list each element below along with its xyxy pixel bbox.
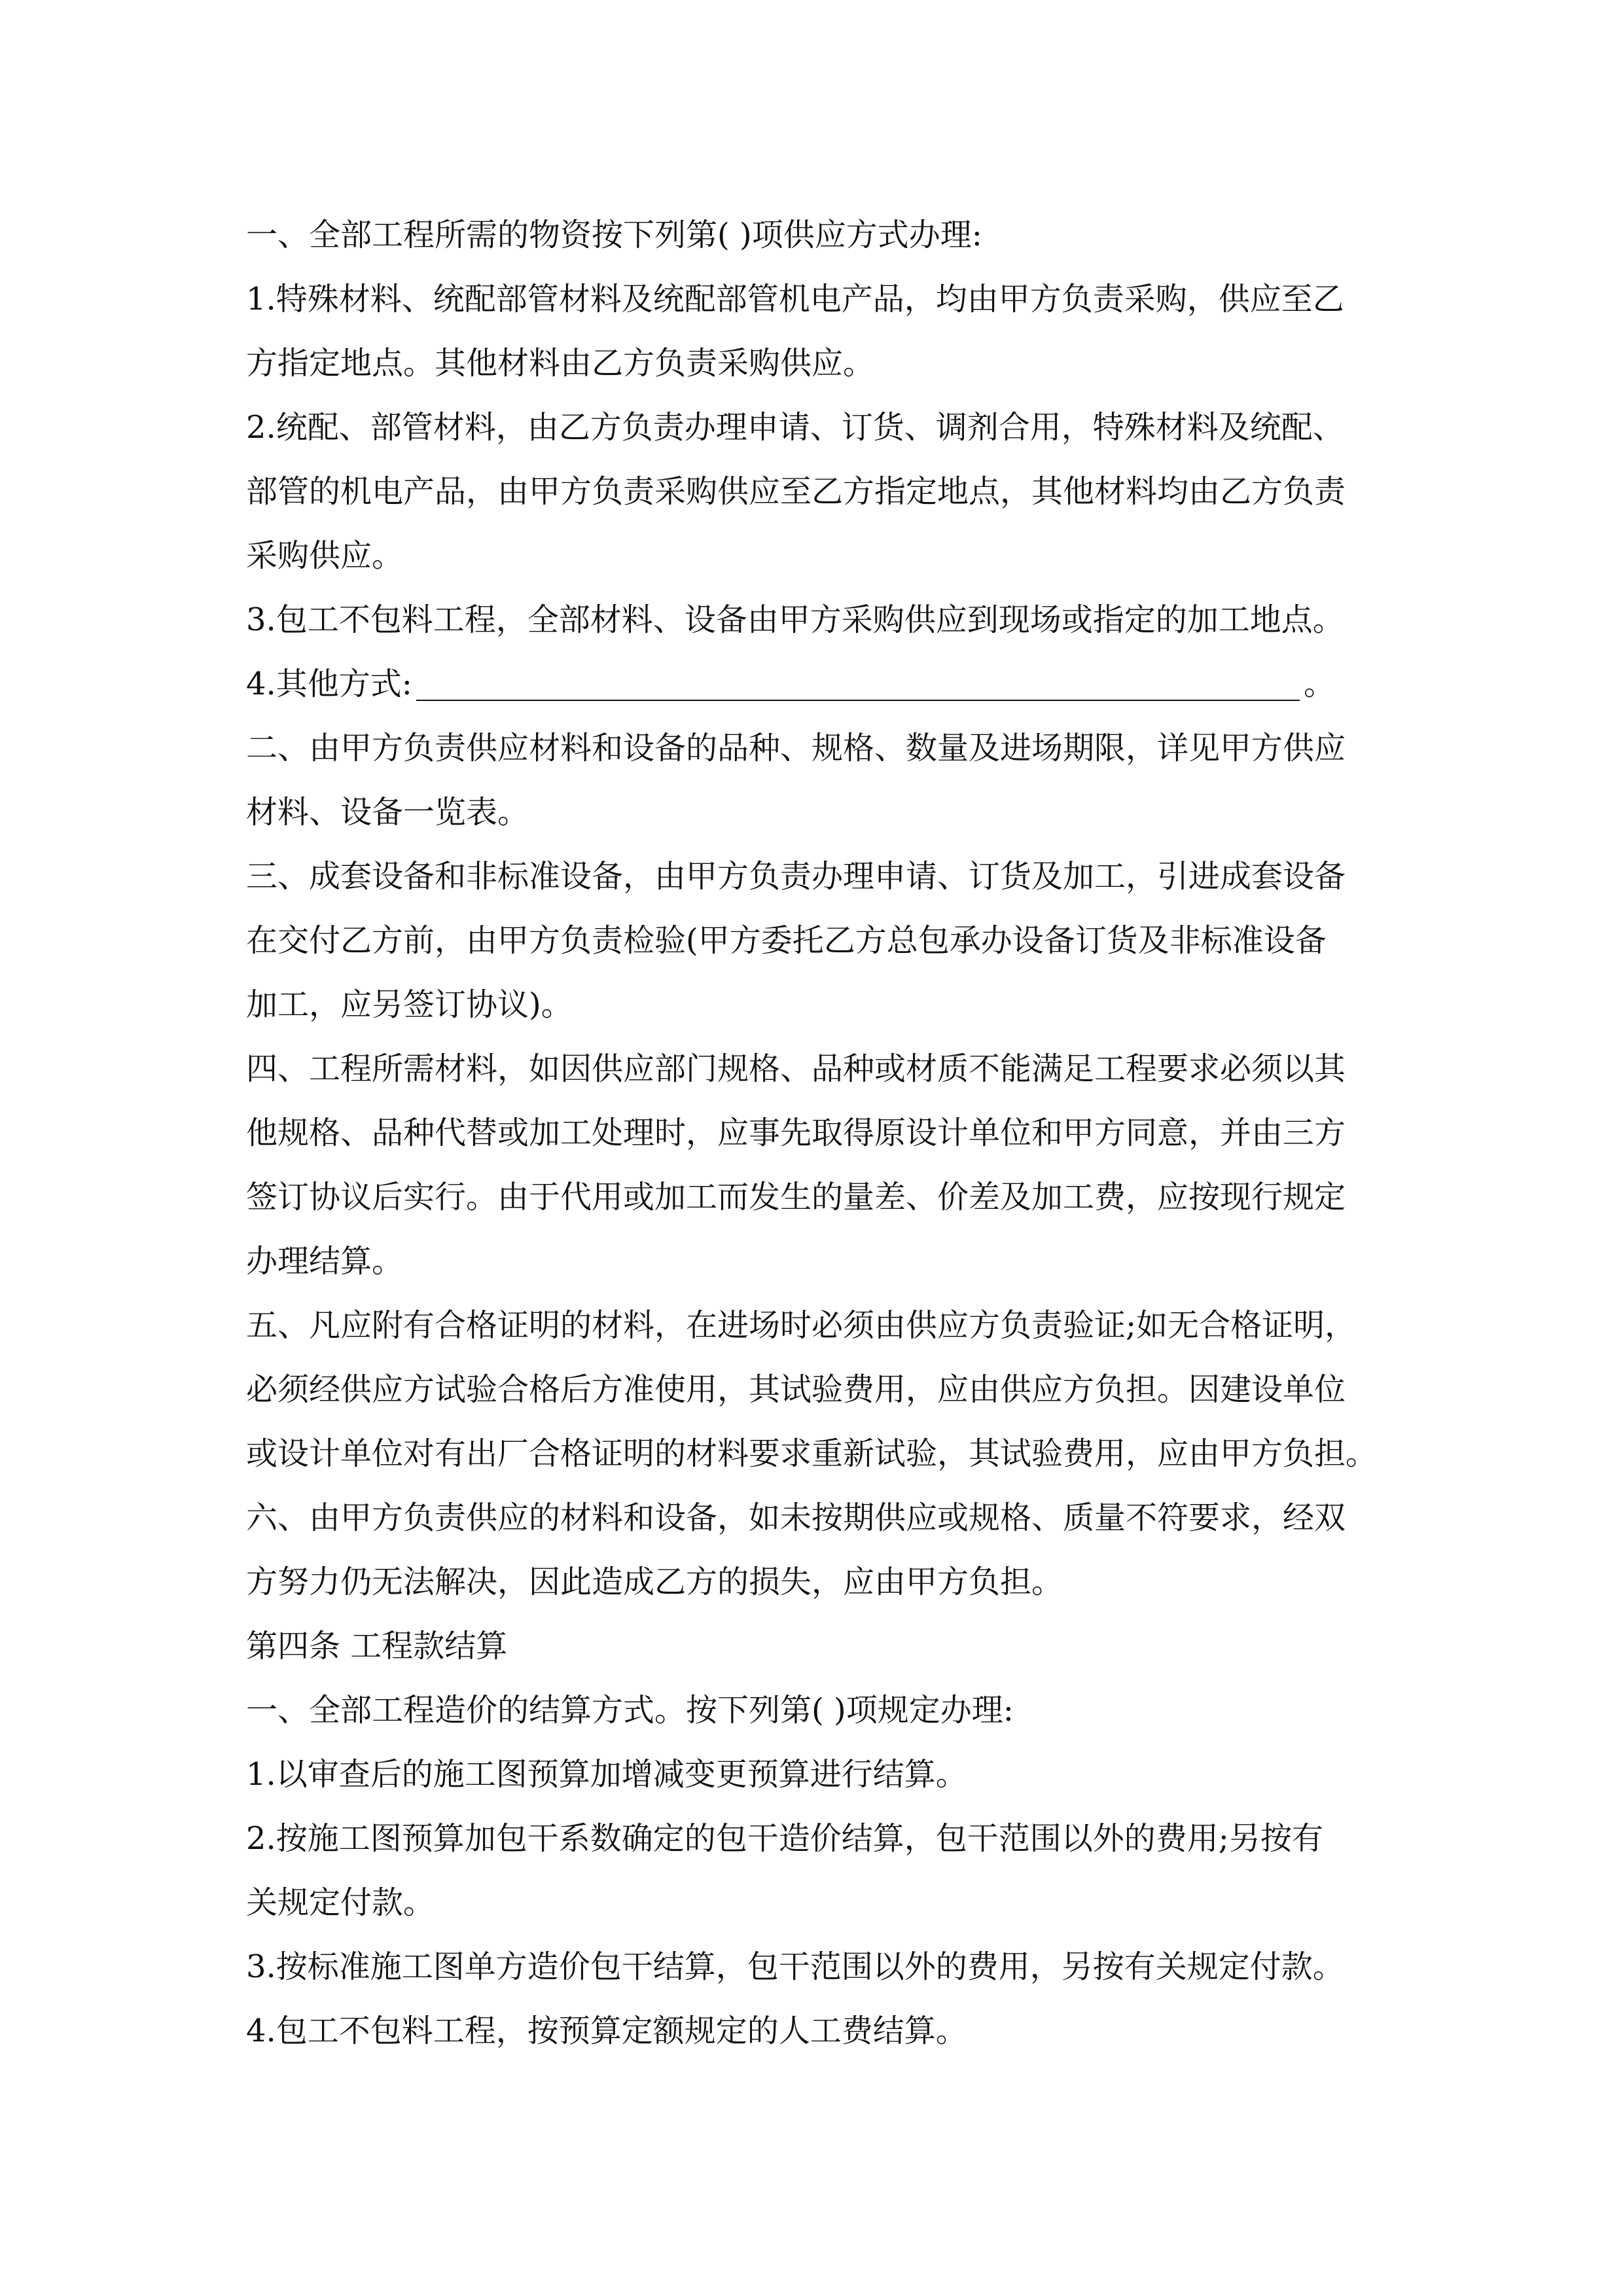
text-line: 加工，应另签订协议)。: [246, 986, 573, 1023]
text-line: 在交付乙方前，由甲方负责检验(甲方委托乙方总包承办设备订货及非标准设备: [246, 922, 1327, 959]
text-line: 1.以审查后的施工图预算加增减变更预算进行结算。: [246, 1756, 967, 1793]
text-line: 六、由甲方负责供应的材料和设备，如未按期供应或规格、质量不符要求，经双: [246, 1499, 1346, 1536]
text-line: 材料、设备一览表。: [246, 794, 529, 831]
text-line: 关规定付款。: [246, 1884, 435, 1921]
text-line: 采购供应。: [246, 537, 404, 574]
other-method-line: [246, 652, 1398, 716]
text-line: 必须经供应方试验合格后方准使用，其试验费用，应由供应方负担。因建设单位: [246, 1371, 1346, 1408]
text-line: 4.包工不包料工程，按预算定额规定的人工费结算。: [246, 2013, 967, 2049]
text-line: 2.统配、部管材料，由乙方负责办理申请、订货、调剂合用，特殊材料及统配、: [246, 409, 1344, 446]
fill-in-blank: [416, 660, 1300, 701]
text-line: 一、全部工程所需的物资按下列第( )项供应方式办理:: [246, 217, 982, 253]
text-line: 五、凡应附有合格证明的材料，在进场时必须由供应方负责验证;如无合格证明，: [246, 1307, 1357, 1344]
other-method-label: 4.其他方式:: [246, 666, 412, 702]
text-line: 3.按标准施工图单方造价包干结算，包干范围以外的费用，另按有关规定付款。: [246, 1948, 1344, 1985]
document-body: [246, 203, 1398, 2063]
text-line: 四、工程所需材料，如因供应部门规格、品种或材质不能满足工程要求必须以其: [246, 1050, 1346, 1087]
text-line: 二、由甲方负责供应材料和设备的品种、规格、数量及进场期限，详见甲方供应: [246, 730, 1346, 766]
text-line: 2.按施工图预算加包干系数确定的包干造价结算，包干范围以外的费用;另按有: [246, 1820, 1323, 1857]
text-line: 3.包工不包料工程，全部材料、设备由甲方采购供应到现场或指定的加工地点。: [246, 601, 1344, 638]
text-line: 一、全部工程造价的结算方式。按下列第( )项规定办理:: [246, 1692, 1014, 1729]
text-line: 方指定地点。其他材料由乙方负责采购供应。: [246, 345, 875, 382]
text-line: 1.特殊材料、统配部管材料及统配部管机电产品，均由甲方负责采购，供应至乙: [246, 281, 1344, 317]
section-heading: 第四条 工程款结算: [246, 1628, 508, 1664]
text-line: 他规格、品种代替或加工处理时，应事先取得原设计单位和甲方同意，并由三方: [246, 1115, 1346, 1151]
text-line: 办理结算。: [246, 1243, 404, 1280]
text-line: 部管的机电产品，由甲方负责采购供应至乙方指定地点，其他材料均由乙方负责: [246, 473, 1346, 510]
text-line: 方努力仍无法解决，因此造成乙方的损失，应由甲方负担。: [246, 1564, 1063, 1600]
blank-suffix: 。: [1303, 666, 1335, 702]
text-line: 签订协议后实行。由于代用或加工而发生的量差、价差及加工费，应按现行规定: [246, 1179, 1346, 1215]
text-line: 或设计单位对有出厂合格证明的材料要求重新试验，其试验费用，应由甲方负担。: [246, 1435, 1378, 1472]
text-line: 三、成套设备和非标准设备，由甲方负责办理申请、订货及加工，引进成套设备: [246, 858, 1346, 895]
